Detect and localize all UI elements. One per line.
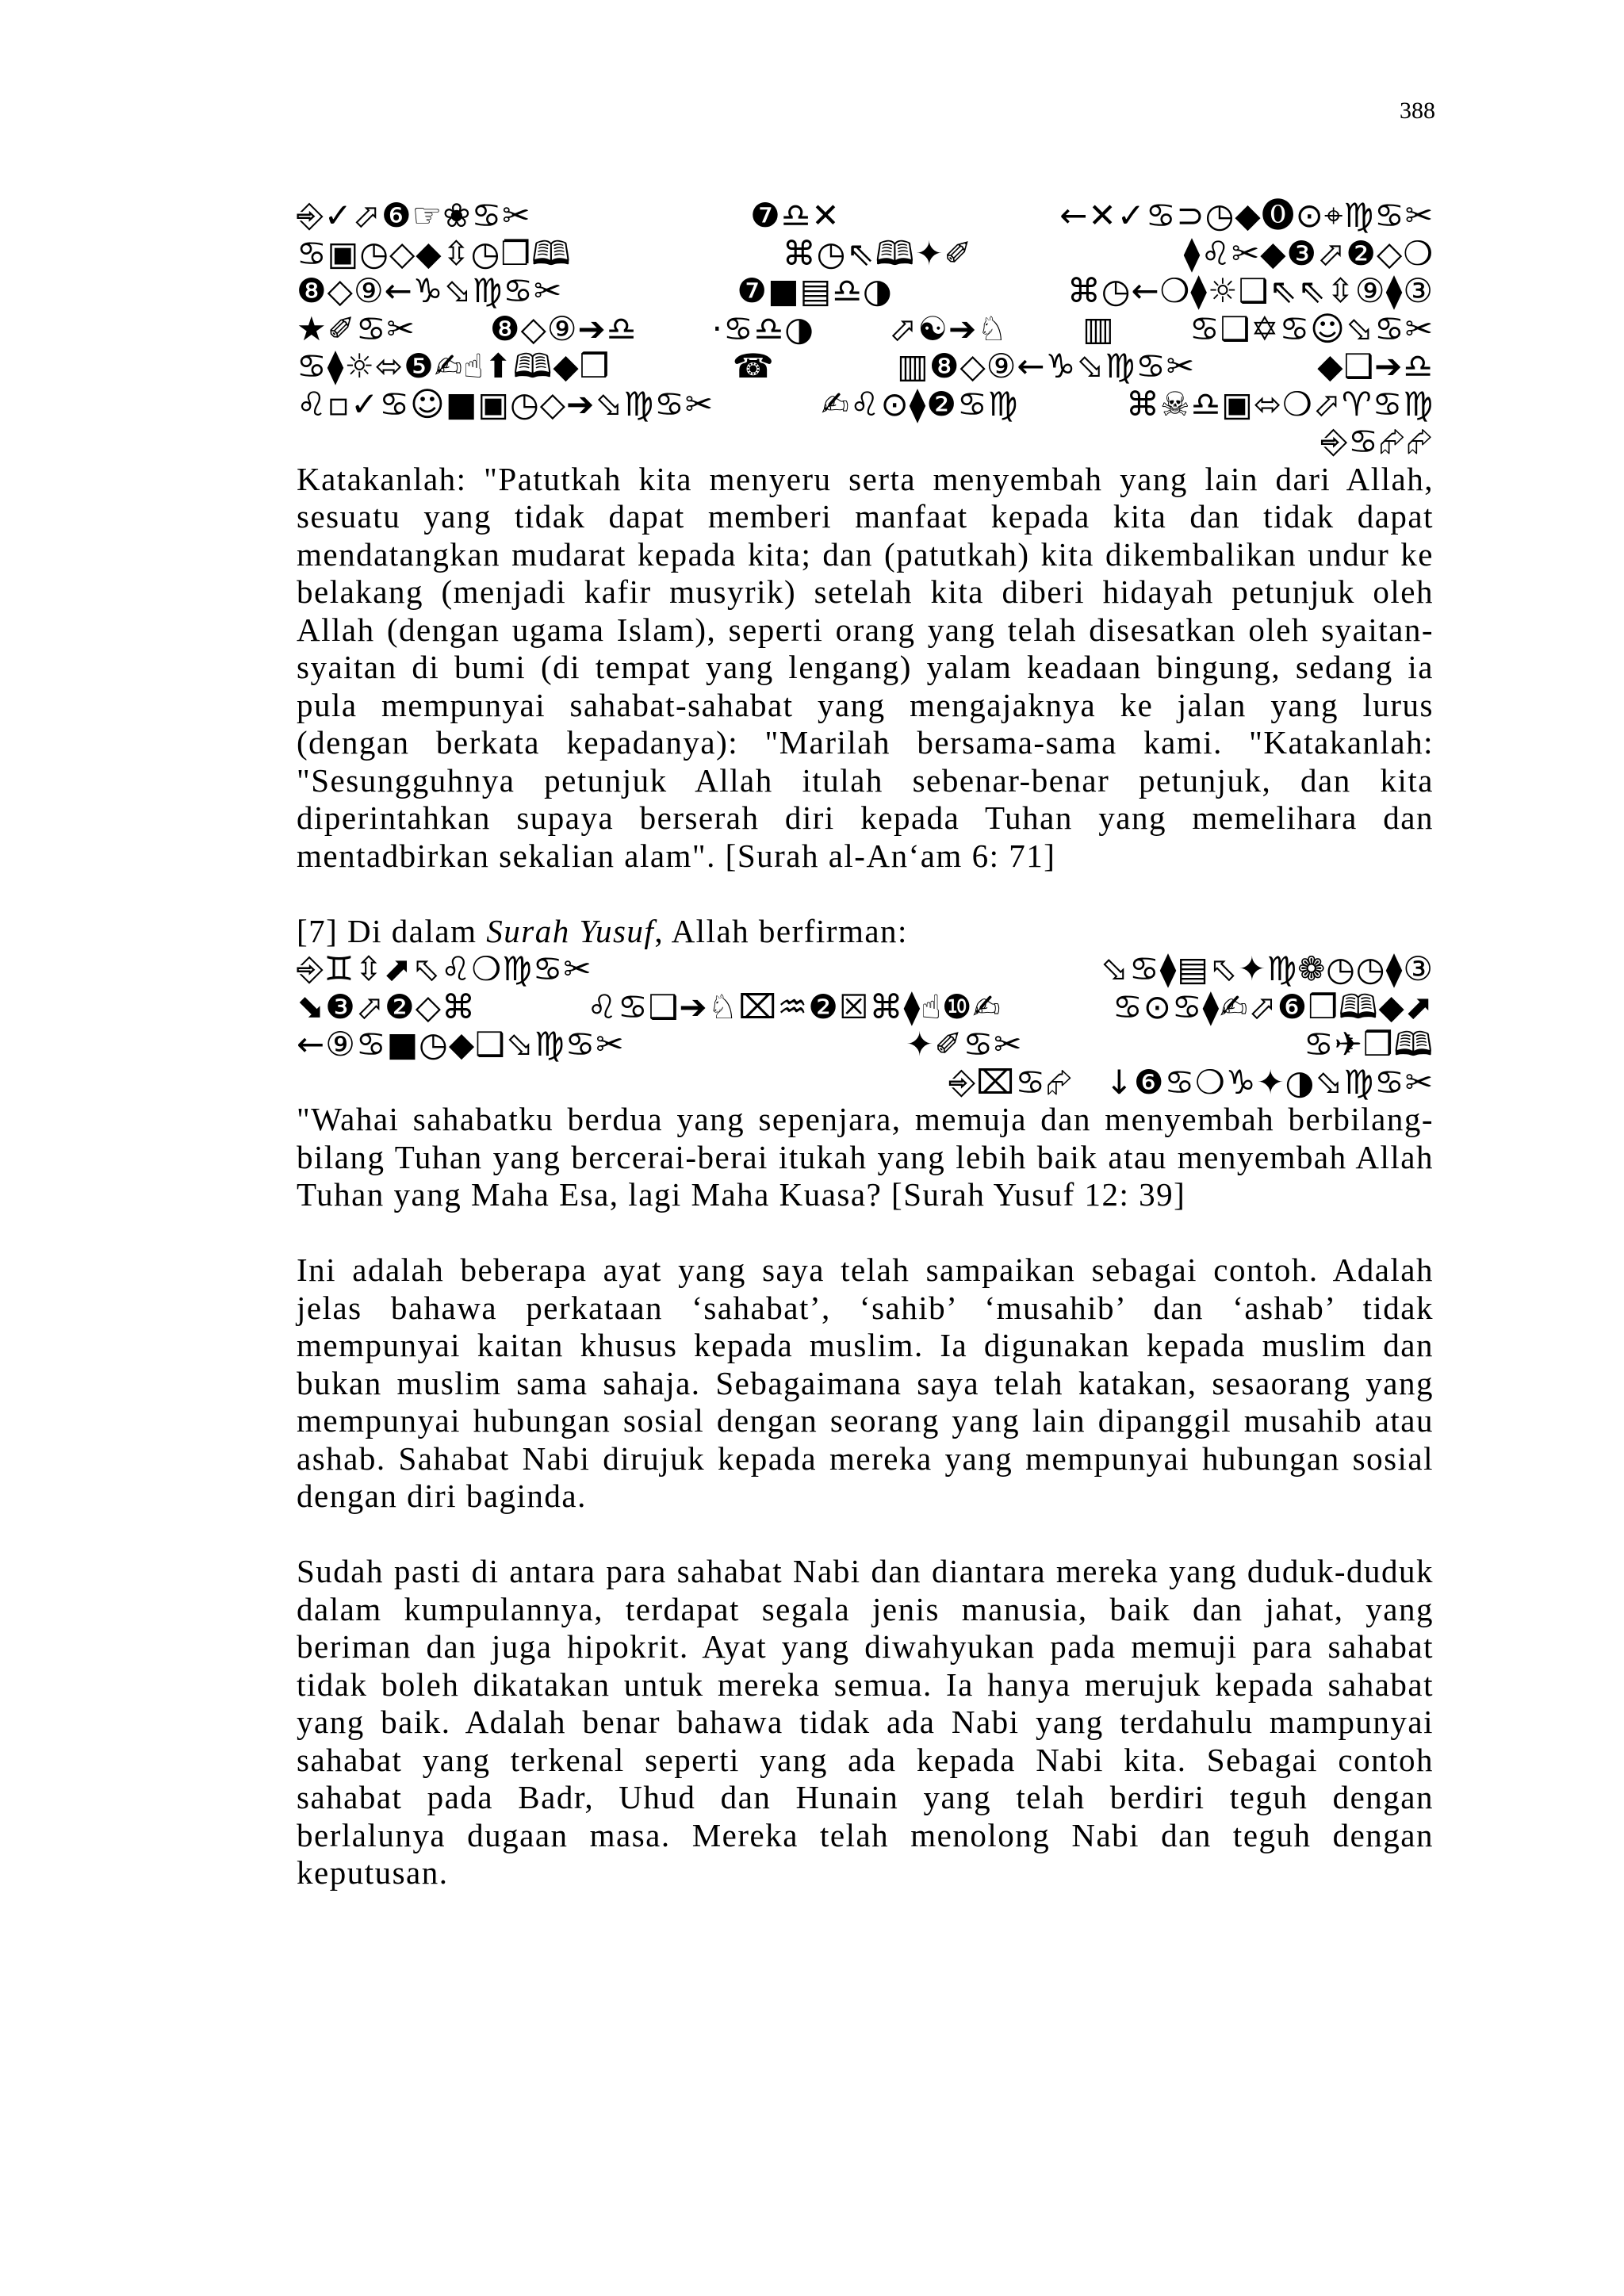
verse-segment: ♌▫✓♋☺■▣◷◇➔⬂♍♋✂ xyxy=(297,384,714,424)
verse-segment: ←⑨♋■◷◆❑⬂♍♋✂ xyxy=(297,1025,625,1064)
verse-line xyxy=(297,310,1434,348)
verse-line xyxy=(297,272,1434,310)
verse-segment: ◆❑➔♎ xyxy=(1317,347,1434,385)
verse-line xyxy=(297,950,1434,988)
verse-intro-line xyxy=(297,913,1434,951)
verse-segment: ▥ xyxy=(1082,309,1115,348)
verse-line xyxy=(297,197,1434,235)
verse-segment: ❽◇⑨←♑⬂♍♋✂ xyxy=(297,271,563,310)
verse-segment: ⎆♊⇳⬈⬁♌❍♍♋✂ xyxy=(297,950,592,988)
verse-segment: ✍♌⊙⧫❷♋♍ xyxy=(821,384,1019,424)
verse-segment: ♌♋❑➔♘⌧♒❷☒⌘⧫☝❿✍ xyxy=(587,987,1002,1026)
verse-segment: ❽◇⑨➔♎ xyxy=(489,309,638,348)
intro-prefix: [7] Di dalam xyxy=(297,912,487,949)
verse-segment: ♋❑✡♋☺⬂♋✂ xyxy=(1189,309,1434,348)
translation-paragraph-2: "Wahai sahabatku berdua yang sepenjara, memuja dan menyembah berbilang-bilang Tuhan yang bercerai-berai itukah yang lebih baik atau menyembah Allah Tuhan yang Maha Esa, lagi Maha Kuasa? [Surah Yusuf 12: 39] xyxy=(297,1101,1434,1213)
verse-segment: ⌘◷←❍⧫☼❑⇖⇖⇳⑨⧫③ xyxy=(1067,271,1434,310)
verse-segment: ⎆⌧♋⮳ xyxy=(948,1062,1074,1101)
page-content xyxy=(297,197,1434,1892)
verse-segment: ❼■▤♎◑ xyxy=(737,271,893,310)
paragraph-gap xyxy=(297,1214,1434,1252)
surah-name: Surah Yusuf xyxy=(486,912,655,949)
verse-line xyxy=(297,1025,1434,1064)
verse-line xyxy=(297,347,1434,385)
verse-segment: ⎆♋⮳⮳ xyxy=(1320,422,1434,461)
verse-segment: ❼♎✕ xyxy=(750,197,841,235)
paragraph-gap xyxy=(297,1516,1434,1554)
intro-suffix: , Allah berfirman: xyxy=(654,912,908,949)
verse-segment: ✦✐♋✂ xyxy=(906,1025,1023,1064)
arabic-verse-block-2 xyxy=(297,950,1434,1101)
page-number: 388 xyxy=(1400,98,1435,124)
verse-segment: ▥❽◇⑨←♑⬂♍♋✂ xyxy=(897,347,1195,385)
verse-segment: ⬊❸⬀❷◇⌘ xyxy=(297,987,476,1026)
verse-segment: ♋✈❒🕮 xyxy=(1303,1025,1434,1064)
verse-line xyxy=(297,235,1434,273)
verse-segment: ↓❻♋❍♑✦◑⬂♍♋✂ xyxy=(1105,1062,1434,1101)
body-paragraph-4: Sudah pasti di antara para sahabat Nabi dan diantara mereka yang duduk-duduk dalam kumpulannya, terdapat segala jenis manusia, baik dan jahat, yang beriman dan juga hipokrit. Ayat yang diwahyukan pada memuji para sahabat tidak boleh dikatakan untuk mereka semua. Ia hanya merujuk kepada sahabat yang baik. Adalah benar bahawa tidak ada Nabi yang terdahulu mampunyai sahabat yang terkenal seperti yang ada kepada Nabi kita. Sebagai contoh sahabat pada Badr, Uhud dan Hunain yang telah berdiri teguh dengan berlalunya dugaan masa. Mereka telah menolong Nabi dan teguh dengan keputusan. xyxy=(297,1553,1434,1891)
verse-segment: ♋▣◷◇◆⇳◷❐🕮 xyxy=(297,233,572,273)
verse-segment: ★✐♋✂ xyxy=(297,309,416,348)
verse-segment: ⬀☯➔♘ xyxy=(889,309,1008,348)
body-paragraph-3: Ini adalah beberapa ayat yang saya telah sampaikan sebagai contoh. Adalah jelas bahawa perkataan ‘sahabat’, ‘sahib’ ‘musahib’ dan ‘ashab’ tidak mempunyai kaitan khusus kepada muslim. Ia digunakan kepada muslim dan bukan muslim sama sahaja. Sebagaimana saya telah katakan, sesaorang yang mempunyai hubungan sosial dengan seorang yang lain dipanggil musahib atau ashab. Sahabat Nabi dirujuk kepada mereka yang mempunyai hubungan sosial dengan diri baginda. xyxy=(297,1251,1434,1514)
verse-segment: ⬂♋⧫▤⬁✦♍❁◷◷⧫③ xyxy=(1100,950,1434,988)
arabic-verse-block-1 xyxy=(297,197,1434,461)
translation-paragraph-1: Katakanlah: "Patutkah kita menyeru serta menyembah yang lain dari Allah, sesuatu yang tidak dapat memberi manfaat kepada kita dan tidak dapat mendatangkan mudarat kepada kita; dan (patutkah) kita dikembalikan undur ke belakang (menjadi kafir musyrik) setelah kita diberi hidayah petunjuk oleh Allah (dengan ugama Islam), seperti orang yang telah disesatkan oleh syaitan-syaitan di bumi (di tempat yang lengang) yalam keadaan bingung, sedang ia pula mempunyai sahabat-sahabat yang mengajaknya ke jalan yang lurus (dengan berkata kepadanya): "Marilah bersama-sama kami. "Katakanlah: "Sesungguhnya petunjuk Allah itulah sebenar-benar petunjuk, dan kita diperintahkan supaya berserah diri kepada Tuhan yang memelihara dan mentadbirkan sekalian alam". [Surah al-An‘am 6: 71] xyxy=(297,460,1434,874)
verse-segment: ⧫♌✂◆❸⬀❷◇❍ xyxy=(1183,233,1434,273)
verse-segment: ⌘☠♎▣⬄❍⬀♈♋♍ xyxy=(1126,384,1434,424)
verse-segment: ⌘◷⇖🕮✦✐ xyxy=(782,233,973,273)
verse-line xyxy=(297,988,1434,1026)
verse-segment: ♋⧫☼⬄❺✍☝⬆🕮◆❒ xyxy=(297,347,611,385)
verse-segment: ♋⊙♋⧫✍⬀❻❒🕮◆⬈ xyxy=(1113,987,1434,1026)
verse-segment: ☎ xyxy=(732,347,775,385)
verse-line xyxy=(297,1064,1434,1102)
verse-segment: ·♋♎◑ xyxy=(711,309,814,348)
verse-segment: ⎆✓⬀❻☞❀♋✂ xyxy=(297,197,531,235)
verse-segment: ←✕✓♋⊃◷◆⓿⊙⌖♍♋✂ xyxy=(1059,197,1434,235)
verse-line xyxy=(297,385,1434,424)
verse-line xyxy=(297,423,1434,461)
paragraph-gap xyxy=(297,875,1434,913)
